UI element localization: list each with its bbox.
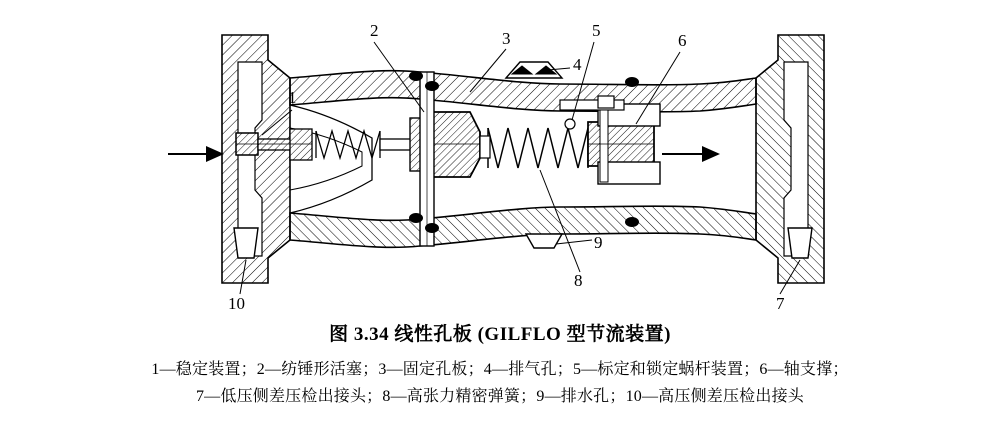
spindle-piston bbox=[432, 112, 480, 177]
callout-10: 10 bbox=[228, 294, 245, 313]
legend-line-2: 7—低压侧差压检出接头；8—高张力精密弹簧；9—排水孔；10—高压侧差压检出接头 bbox=[195, 388, 804, 405]
vent-hole-fitting bbox=[506, 62, 562, 78]
caption-block bbox=[0, 322, 1000, 410]
drain-hole-fitting bbox=[526, 234, 562, 248]
left-coil-spring bbox=[316, 131, 380, 158]
low-pressure-tap bbox=[788, 228, 812, 258]
high-pressure-tap bbox=[234, 228, 258, 258]
callout-8: 8 bbox=[574, 271, 583, 290]
legend-line-1: 1—稳定装置；2—纺锤形活塞；3—固定孔板；4—排气孔；5—标定和锁定蜗杆装置；6—轴支撑； bbox=[151, 361, 849, 378]
callout-7: 7 bbox=[776, 294, 785, 313]
callout-5: 5 bbox=[592, 21, 601, 40]
shaft-support bbox=[560, 100, 660, 184]
callout-2: 2 bbox=[370, 21, 379, 40]
callout-6: 6 bbox=[678, 31, 687, 50]
callout-1: 1 bbox=[288, 88, 297, 107]
high-tension-spring bbox=[480, 128, 588, 168]
callout-3: 3 bbox=[502, 29, 511, 48]
worm-lock-device bbox=[598, 96, 614, 108]
figure-caption: 图 3.34 线性孔板 (GILFLO 型节流装置) bbox=[329, 324, 671, 345]
callout-9: 9 bbox=[594, 233, 603, 252]
legend bbox=[0, 356, 1000, 410]
callout-4: 4 bbox=[573, 55, 582, 74]
